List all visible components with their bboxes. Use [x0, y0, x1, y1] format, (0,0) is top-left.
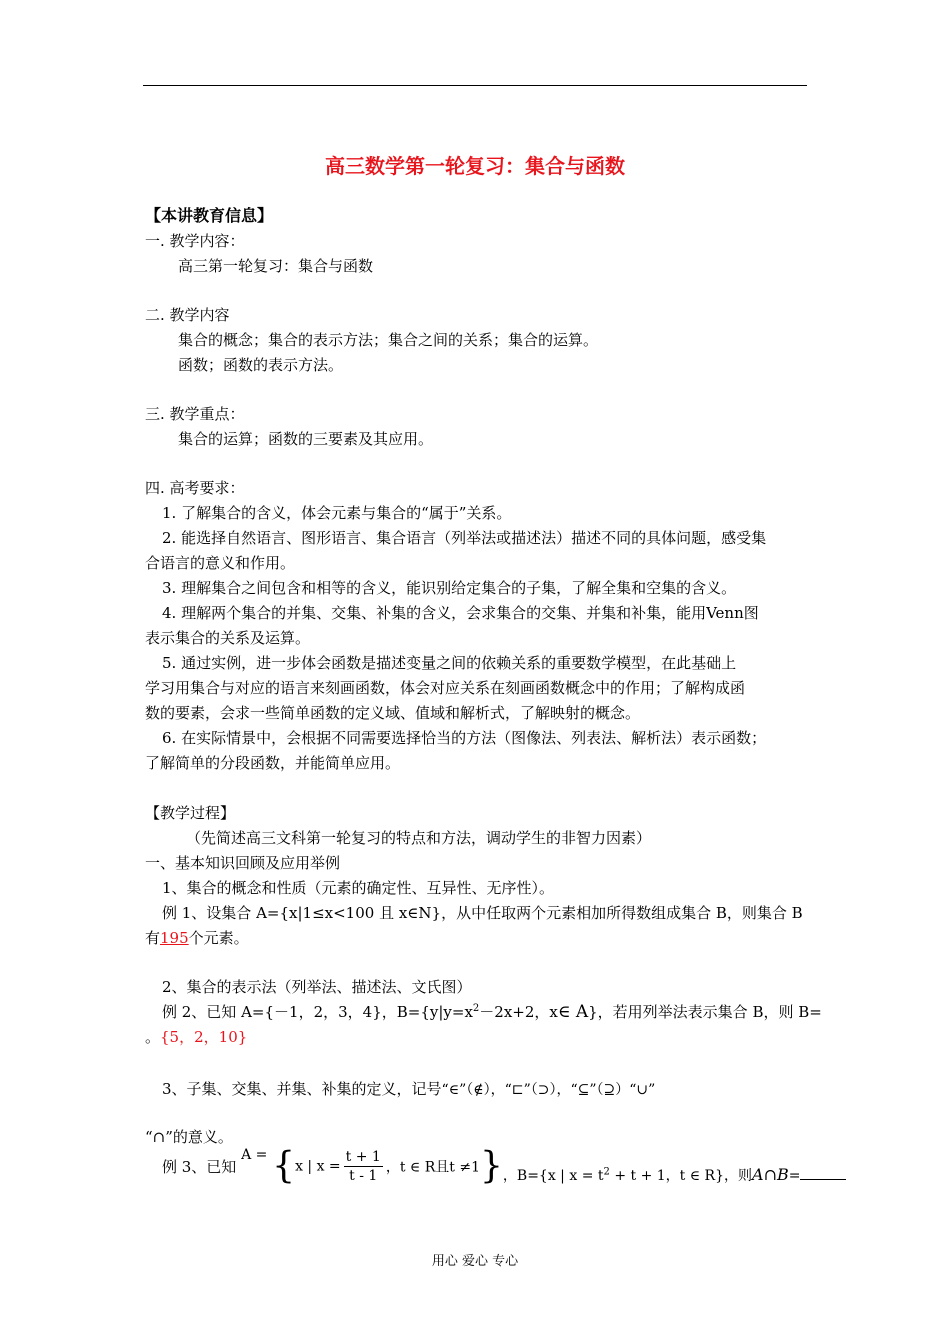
answer-blank [800, 1167, 846, 1180]
requirement-6b: 了解简单的分段函数，并能简单应用。 [145, 754, 401, 772]
set-b-prefix: ，B={x | x = t [502, 1167, 604, 1184]
requirement-2a: 2. 能选择自然语言、图形语言、集合语言（列举法或描述法）描述不同的具体问题，感受集 [162, 529, 767, 547]
section-3-body: 集合的运算；函数的三要素及其应用。 [178, 430, 434, 448]
example-2-in-a: ∈ A [557, 1002, 589, 1022]
requirement-4a: 4. 理解两个集合的并集、交集、补集的含义，会求集合的交集、并集和补集，能用Venn图 [162, 604, 759, 622]
section-2-line2: 函数；函数的表示方法。 [178, 356, 344, 374]
example-3-prefix: 例 3、已知 [162, 1158, 237, 1176]
example-1-line1: 例 1、设集合 A={x|1≤x<100 且 x∈N}，从中任取两个元素相加所得数组成集合 B，则集合 B [162, 904, 803, 922]
requirement-2b: 合语言的意义和作用。 [145, 554, 296, 572]
left-brace-icon: { [272, 1145, 296, 1187]
example-1-suffix: 个元素。 [188, 929, 249, 947]
knowledge-3-line2: “∩”的意义。 [145, 1128, 233, 1146]
knowledge-3-symbols: “∈”（∉），“⊏”（⊃），“⊆”（⊇）“∪” [441, 1082, 656, 1098]
info-header: 【本讲教育信息】 [145, 206, 274, 225]
example-2-prefix: 例 2、已知 A={－1，2，3，4}，B={y|y=x [162, 1003, 473, 1021]
requirement-5b: 学习用集合与对应的语言来刻画函数，体会对应关系在刻画函数概念中的作用；了解构成函 [145, 679, 746, 697]
section-3-heading: 三. 教学重点： [145, 405, 245, 423]
example-3-fraction [344, 1148, 383, 1185]
section-2-line1: 集合的概念；集合的表示方法；集合之间的关系；集合的运算。 [178, 331, 599, 349]
right-brace-icon: } [480, 1145, 503, 1187]
example-3-set-b [502, 1164, 847, 1184]
process-heading: 【教学过程】 [145, 804, 236, 822]
section-1-body: 高三第一轮复习：集合与函数 [178, 257, 374, 275]
intersection-expr: A∩B [752, 1164, 789, 1184]
page-footer: 用心 爱心 专心 [431, 1254, 519, 1269]
example-2-line1 [162, 1001, 822, 1022]
example-2-suffix: }，若用列举法表示集合 B，则 B= [588, 1003, 822, 1021]
requirement-4b: 表示集合的关系及运算。 [145, 629, 311, 647]
header-rule [143, 85, 807, 86]
example-2-middle: －2x+2，x [479, 1003, 558, 1021]
knowledge-3 [162, 1078, 655, 1099]
requirement-3: 3. 理解集合之间包含和相等的含义，能识别给定集合的子集，了解全集和空集的含义。 [162, 579, 737, 597]
example-1-line2 [145, 927, 249, 948]
example-3-condition: ，t ∈ R且t ≠1 [385, 1159, 480, 1176]
part-1-heading: 一、基本知识回顾及应用举例 [145, 854, 341, 872]
example-3-set-var: x | x = [295, 1158, 341, 1175]
example-1-prefix: 有 [145, 929, 161, 947]
section-2-heading: 二. 教学内容 [145, 306, 230, 324]
fraction-numerator: t + 1 [345, 1149, 381, 1165]
page-title: 高三数学第一轮复习：集合与函数 [325, 154, 625, 178]
requirement-6a: 6. 在实际情景中，会根据不同需要选择恰当的方法（图像法、列表法、解析法）表示函数； [162, 729, 767, 747]
set-b-exponent: 2 [603, 1165, 610, 1177]
example-3 [162, 1145, 846, 1187]
example-3-set-a: A = [241, 1146, 268, 1163]
knowledge-1: 1、集合的概念和性质（元素的确定性、互异性、无序性）。 [162, 879, 555, 897]
example-1-answer: 195 [160, 929, 189, 947]
knowledge-2: 2、集合的表示法（列举法、描述法、文氏图） [162, 978, 472, 996]
example-2-period: 。 [145, 1028, 161, 1046]
requirement-1: 1. 了解集合的含义，体会元素与集合的“属于”关系。 [162, 504, 512, 522]
equals-sign: = [788, 1167, 801, 1184]
set-b-suffix: + t + 1，t ∈ R}，则 [609, 1167, 753, 1184]
requirement-5a: 5. 通过实例，进一步体会函数是描述变量之间的依赖关系的重要数学模型，在此基础上 [162, 654, 737, 672]
knowledge-3-text: 3、子集、交集、并集、补集的定义，记号 [162, 1080, 442, 1098]
fraction-denominator: t - 1 [349, 1168, 378, 1184]
example-2-exponent: 2 [472, 1003, 480, 1014]
example-2-answer: {5，2，10} [160, 1028, 248, 1046]
example-2-line2 [145, 1026, 247, 1047]
requirement-5c: 数的要素，会求一些简单函数的定义域、值域和解析式，了解映射的概念。 [145, 704, 641, 722]
process-intro: （先简述高三文科第一轮复习的特点和方法，调动学生的非智力因素） [186, 829, 652, 847]
section-1-heading: 一. 教学内容： [145, 232, 245, 250]
section-4-heading: 四. 高考要求： [145, 479, 245, 497]
